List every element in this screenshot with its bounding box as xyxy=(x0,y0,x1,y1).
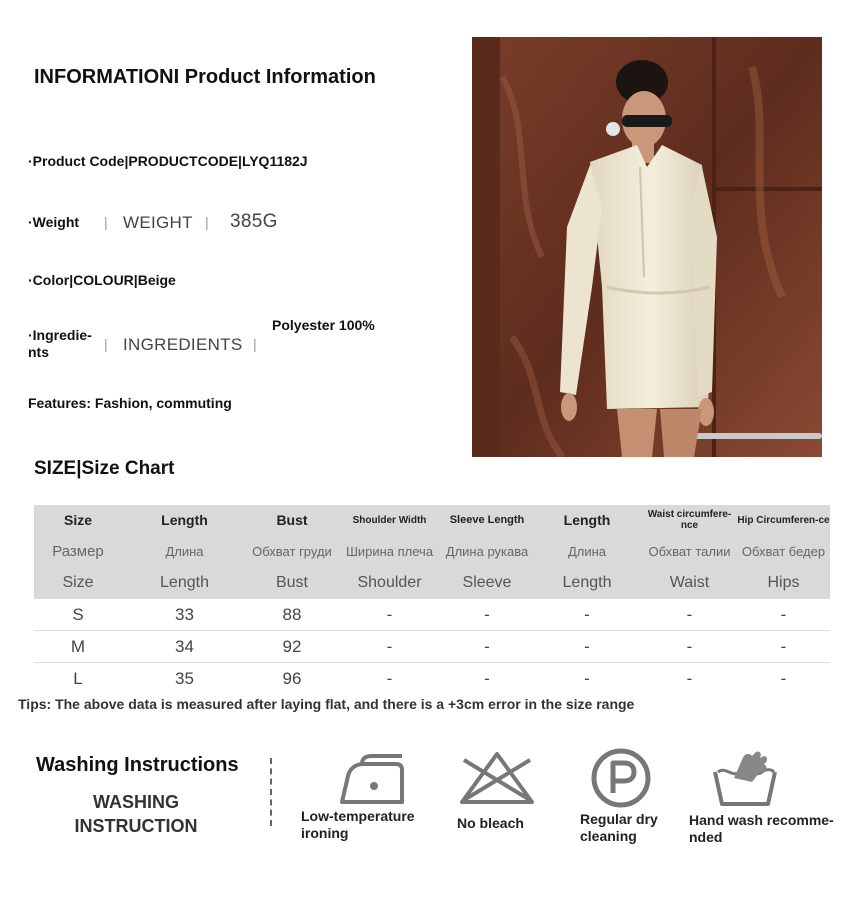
table-cell: L xyxy=(73,668,83,688)
caption-line: Low-temperature xyxy=(301,808,415,824)
washing-subtitle xyxy=(36,790,236,838)
weight-en: WEIGHT xyxy=(123,213,193,232)
separator: | xyxy=(253,336,257,352)
washing-title: Washing Instructions xyxy=(36,754,239,776)
hand-wash-caption xyxy=(689,812,834,846)
separator: | xyxy=(205,214,209,230)
header-cell: Обхват талии xyxy=(642,535,737,567)
header-cell: Длина xyxy=(122,535,247,567)
table-cell: - xyxy=(532,599,642,631)
header-cell: Ширина плеча xyxy=(337,535,442,567)
iron-low-temp-icon xyxy=(338,754,408,806)
product-photo xyxy=(472,37,822,457)
header-cell: Длина xyxy=(532,535,642,567)
header-cell: Waist circumfere-nce xyxy=(642,505,737,535)
table-cell: - xyxy=(737,599,830,631)
header-cell: Bust xyxy=(247,567,337,599)
weight-value: 385G xyxy=(230,211,278,232)
header-cell: Bust xyxy=(247,505,337,535)
header-cell: Sleeve xyxy=(442,567,532,599)
table-cell: - xyxy=(532,631,642,663)
table-cell: - xyxy=(337,631,442,663)
table-cell: 88 xyxy=(247,599,337,631)
table-cell: - xyxy=(642,599,737,631)
color-info: ·Color|COLOUR|Beige xyxy=(28,272,176,288)
table-cell: - xyxy=(484,668,490,688)
header-cell: Hip Circumferen-ce xyxy=(737,505,830,535)
washing-subtitle-line: WASHING xyxy=(92,792,179,812)
table-cell: - xyxy=(584,668,590,688)
table-cell: - xyxy=(337,599,442,631)
table-cell: - xyxy=(642,631,737,663)
no-bleach-caption xyxy=(457,815,524,832)
caption-line: ironing xyxy=(301,825,349,841)
table-cell: M xyxy=(34,631,122,663)
header-cell: Size xyxy=(34,505,122,535)
table-cell: 34 xyxy=(122,631,247,663)
table-cell: 33 xyxy=(122,599,247,631)
size-chart-title: SIZE|Size Chart xyxy=(34,458,175,479)
size-chart-table xyxy=(34,505,830,694)
table-cell: - xyxy=(442,631,532,663)
weight-label: ·Weight xyxy=(28,214,80,230)
features: Features: Fashion, commuting xyxy=(28,395,232,411)
header-cell: Размер xyxy=(34,535,122,567)
caption-line: nded xyxy=(689,829,723,845)
table-cell: - xyxy=(686,668,693,688)
header-cell: Length xyxy=(532,505,642,535)
table-cell: 35 xyxy=(175,668,194,688)
table-cell: - xyxy=(780,668,787,688)
table-row xyxy=(34,631,830,663)
washing-subtitle-line: INSTRUCTION xyxy=(74,816,198,836)
table-cell: - xyxy=(442,599,532,631)
header-cell: Length xyxy=(532,567,642,599)
ingredients-value: Polyester 100% xyxy=(272,317,375,333)
dry-clean-p-icon xyxy=(590,747,652,809)
separator: | xyxy=(104,336,108,352)
header-cell: Shoulder xyxy=(337,567,442,599)
table-row xyxy=(34,663,830,695)
hand-wash-icon xyxy=(712,748,778,808)
header-cell: Sleeve Length xyxy=(442,505,532,535)
header-cell: Waist xyxy=(642,567,737,599)
header-cell: Длина рукава xyxy=(442,535,532,567)
header-cell: Length xyxy=(122,505,247,535)
model-illustration xyxy=(472,37,822,457)
table-cell: - xyxy=(386,668,393,688)
header-cell: Обхват бедер xyxy=(737,535,830,567)
header-row-en xyxy=(34,505,830,535)
dry-clean-caption xyxy=(580,811,658,845)
ingredients-label-2: nts xyxy=(28,344,49,360)
info-title: INFORMATIONI Product Information xyxy=(34,66,376,88)
caption-line: Regular dry xyxy=(580,811,658,827)
table-cell: 96 xyxy=(282,668,302,688)
ingredients-en: INGREDIENTS xyxy=(123,335,243,354)
separator: | xyxy=(104,214,108,230)
header-cell: Обхват груди xyxy=(247,535,337,567)
product-code: ·Product Code|PRODUCTCODE|LYQ1182J xyxy=(28,153,308,169)
header-cell: Shoulder Width xyxy=(337,505,442,535)
size-tips: Tips: The above data is measured after laying flat, and there is a +3cm error in the size range xyxy=(18,696,635,712)
header-cell: Length xyxy=(122,567,247,599)
divider xyxy=(270,758,272,826)
table-cell: - xyxy=(737,631,830,663)
caption-line: cleaning xyxy=(580,828,637,844)
no-bleach-icon xyxy=(458,750,536,806)
table-row xyxy=(34,599,830,631)
ingredients-label-1: ·Ingredie- xyxy=(28,327,92,343)
iron-caption xyxy=(301,808,415,842)
caption-line: No bleach xyxy=(457,815,524,831)
header-row-short xyxy=(34,567,830,599)
caption-line: Hand wash recomme- xyxy=(689,812,834,828)
table-cell: 92 xyxy=(247,631,337,663)
header-cell: Hips xyxy=(737,567,830,599)
header-row-ru xyxy=(34,535,830,567)
header-cell: Size xyxy=(34,567,122,599)
table-cell: S xyxy=(34,599,122,631)
